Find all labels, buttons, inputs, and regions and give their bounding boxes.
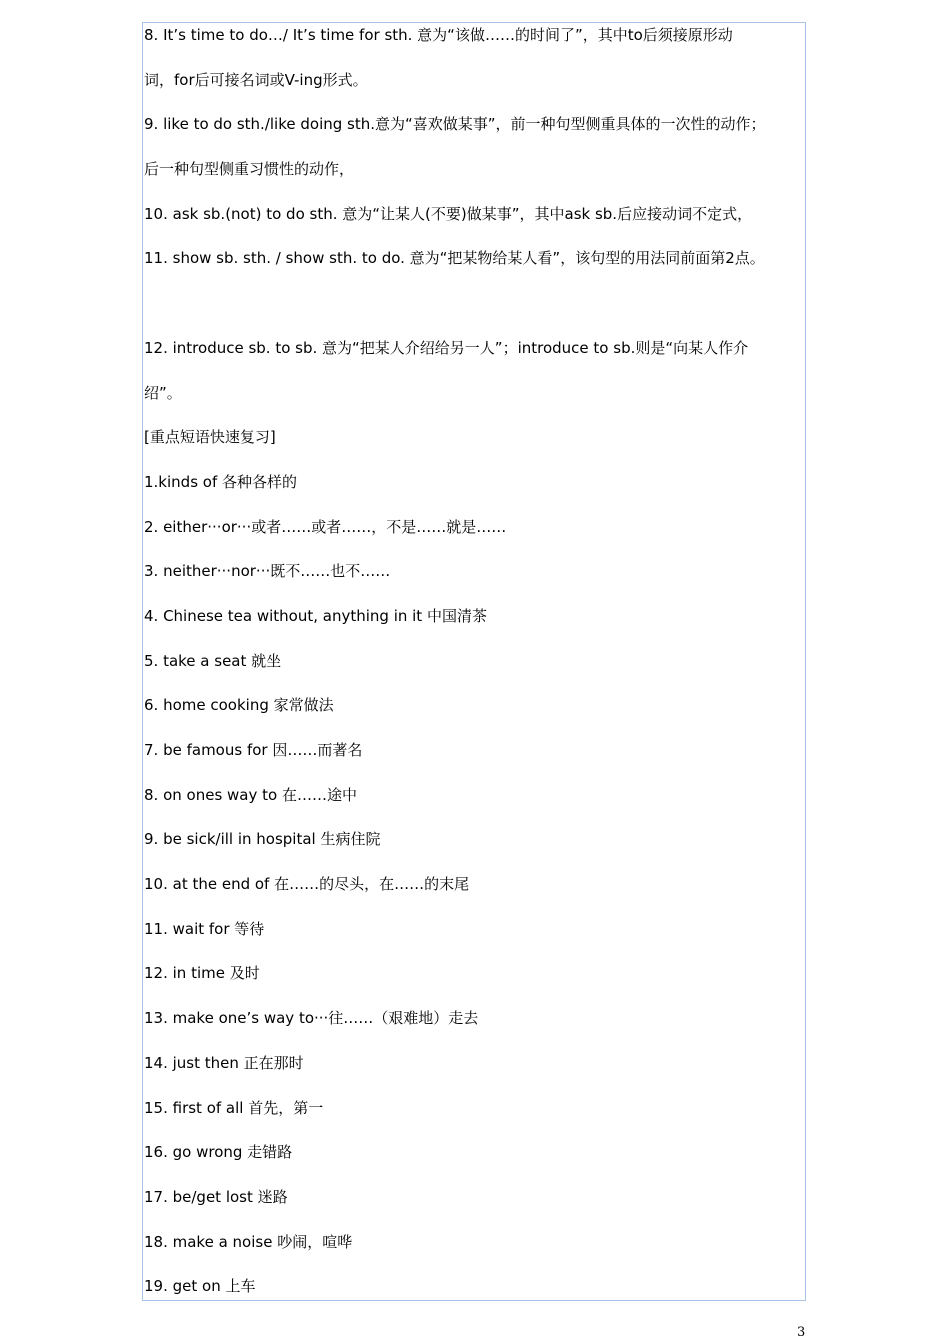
phrase-item: 16. go wrong 走错路	[144, 1143, 293, 1162]
phrase-item: 13. make one’s way to···往……（艰难地）走去	[144, 1009, 479, 1028]
text-line: 9. like to do sth./like doing sth.意为“喜欢做某事”，前一种句型侧重具体的一次性的动作；	[144, 115, 766, 134]
section-heading: [重点短语快速复习]	[144, 428, 276, 447]
text-line: 12. introduce sb. to sb. 意为“把某人介绍给另一人”；introduce to sb.则是“向某人作介	[144, 338, 749, 357]
phrase-item: 12. in time 及时	[144, 964, 260, 983]
phrase-item: 8. on ones way to 在……途中	[144, 785, 357, 804]
text-line: 绍”。	[144, 383, 182, 402]
phrase-item: 9. be sick/ill in hospital 生病住院	[144, 830, 381, 849]
text-line: 词，for后可接名词或V-ing形式。	[144, 70, 368, 89]
blank-line	[144, 292, 824, 337]
text-line: 8. It’s time to do…/ It’s time for sth. 意为“该做……的时间了”，其中to后须接原形动	[144, 26, 733, 44]
phrase-item: 3. neither···nor···既不……也不……	[144, 562, 391, 581]
phrase-item: 1.kinds of 各种各样的	[144, 472, 298, 491]
phrase-item: 11. wait for 等待	[144, 919, 265, 938]
phrase-item: 14. just then 正在那时	[144, 1053, 304, 1072]
phrase-item: 4. Chinese tea without, anything in it 中国清茶	[144, 606, 487, 625]
phrase-item: 7. be famous for 因……而著名	[144, 741, 363, 759]
page-number: 3	[797, 1325, 806, 1340]
phrase-item: 10. at the end of 在……的尽头，在……的末尾	[144, 875, 470, 894]
text-line: 10. ask sb.(not) to do sth. 意为“让某人(不要)做某事”，其中ask sb.后应接动词不定式，	[144, 204, 753, 223]
phrase-item: 17. be/get lost 迷路	[144, 1187, 288, 1206]
phrase-item: 19. get on 上车	[144, 1277, 256, 1296]
text-line: 后一种句型侧重习惯性的动作，	[144, 160, 355, 179]
document-body	[144, 24, 824, 1320]
phrase-item: 2. either···or···或者……或者……，不是……就是……	[144, 517, 507, 536]
phrase-item: 18. make a noise 吵闹，喧哗	[144, 1232, 353, 1251]
phrase-item: 6. home cooking 家常做法	[144, 696, 334, 715]
phrase-item: 15. first of all 首先，第一	[144, 1098, 324, 1117]
text-line: 11. show sb. sth. / show sth. to do. 意为“把某物给某人看”，该句型的用法同前面第2点。	[144, 249, 765, 268]
phrase-item: 5. take a seat 就坐	[144, 651, 282, 670]
